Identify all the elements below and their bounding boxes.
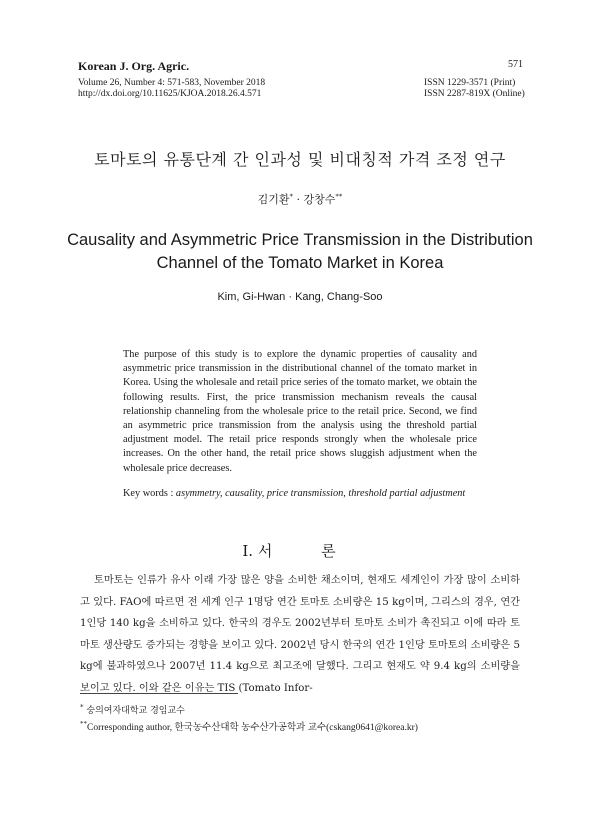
abstract: The purpose of this study is to explore the dynamic properties of causality and asymmetric price transmission in the distributional channel of the tomato market in Korea. Using the wholesale and retail price series of the tomato market, we obtain the following results. First, the price transmission mechanism reveals the causal relationship channeling from the wholesale price to the retail price. Second, we find an asymmetric price transmission from the analysis using the threshold partial adjustment model. The retail price responds strongly when the wholesale price increases. On the other hand, the retail price shows sluggish adjustment when the wholesale price decreases. [123,349,477,474]
english-title: Causality and Asymmetric Price Transmission in the Distribution Channel of the Tomato Market in Korea [67,231,533,272]
footnote-1-mark: * [80,703,84,711]
issn-online: ISSN 2287-819X (Online) [424,89,525,99]
keywords-terms: asymmetry, causality, price transmission, threshold partial adjustment [175,488,466,499]
author-1-mark: * [289,192,293,201]
korean-title: 토마토의 유통단계 간 인과성 및 비대칭적 가격 조정 연구 [94,150,506,169]
page-number: 571 [508,59,523,70]
doi-link[interactable]: http://dx.doi.org/10.11625/KJOA.2018.26.4.571 [78,89,262,99]
footnote-1 [80,703,185,716]
korean-authors [0,191,600,207]
section-heading [0,540,600,561]
footnote-divider [80,693,238,694]
volume-line: Volume 26, Number 4: 571-583, November 2018 [78,78,266,88]
author-1: 김기환 [257,193,290,206]
english-authors: Kim, Gi-Hwan · Kang, Chang-Soo [217,291,383,303]
keywords [123,488,483,499]
footnote-1-text: 숭의여자대학교 경임교수 [86,706,185,716]
journal-name: Korean J. Org. Agric. [78,59,190,73]
section-number: Ⅰ. [242,542,254,560]
footnote-2-text: Corresponding author, 한국농수산대학 농수산가공학과 교수(cskang0641@korea.kr) [87,723,418,733]
section-title: 서 론 [257,542,358,560]
body-paragraph: 토마토는 인류가 유사 이래 가장 많은 양을 소비한 채소이며, 현재도 세계인이 가장 많이 소비하고 있다. FAO에 따르면 전 세계 인구 1명당 연간 토마토 소비량은 15 kg이며, 그리스의 경우, 연간 1인당 140 kg을 소비하고 있다. 한국의 경우도 2002년부터 토마토 소비가 촉진되고 이에 따라 토마토 생산량도 증가되는 경향을 보이고 있다. 2002년 당시 한국의 연간 1인당 토마토의 소비량은 5 kg에 불과하였으나 2007년 11.4 kg으로 최고조에 달했다. 그리고 현재도 약 9.4 kg의 소비량을 보이고 있다. 이와 같은 이유는 TIS (Tomato Infor- [80,575,520,694]
keywords-label: Key words : [123,488,176,499]
footnote-2-mark: ** [80,719,87,728]
issn-info [424,78,525,100]
author-separator: · [293,193,304,206]
author-2-mark: ** [335,192,343,201]
volume-info [78,78,265,100]
issn-print: ISSN 1229-3571 (Print) [424,78,516,88]
footnote-2 [80,719,418,733]
author-2: 강창수 [303,193,336,206]
